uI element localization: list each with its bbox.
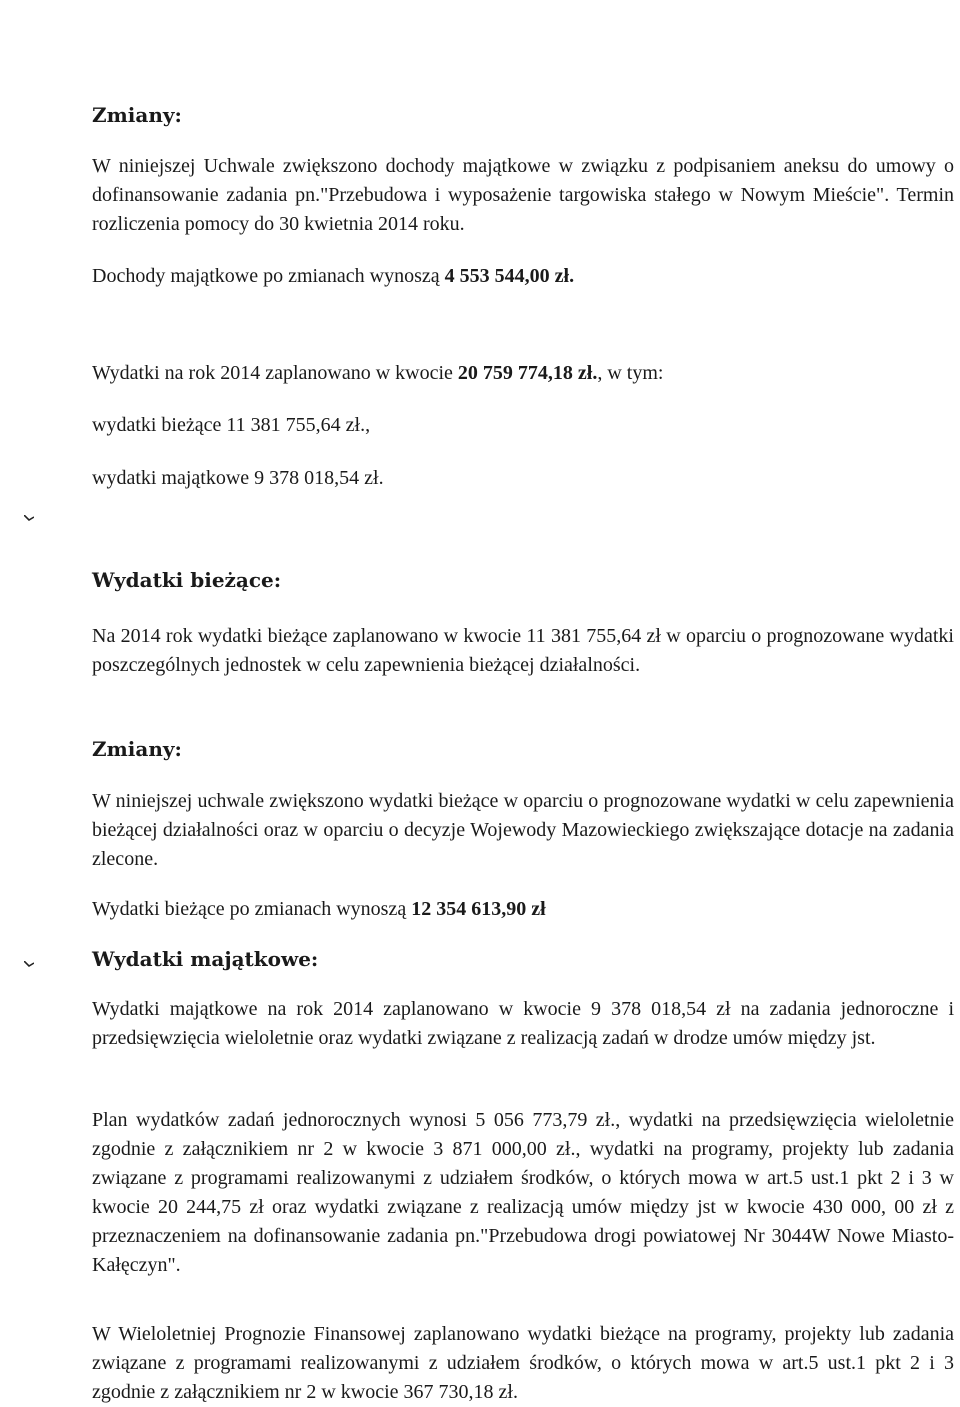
current-after-changes [92, 898, 546, 921]
current-after-label: Wydatki bieżące po zmianach wynoszą [92, 898, 412, 920]
paragraph-income-change: W niniejszej Uchwale zwiększono dochody majątkowe w związku z podpisaniem aneksu do umowy o dofinansowanie zadania pn."Przebudowa i wyposażenie targowiska stałego w Nowym Mieście". Termin rozliczenia pomocy do 30 kwietnia 2014 roku. [92, 155, 954, 235]
income-value: 4 553 544,00 zł. [444, 265, 575, 287]
paragraph-multiyear-forecast: W Wieloletniej Prognozie Finansowej zaplanowano wydatki bieżące na programy, projekty lub zadania związane z programami realizowanymi z udziałem środków, o których mowa w art.5 ust.1 pkt 2 i 3 zgodnie z załącznikiem nr 2 w kwocie 367 730,18 zł. [92, 1323, 954, 1403]
capital-expenses-line: wydatki majątkowe 9 378 018,54 zł. [92, 467, 384, 489]
income-label: Dochody majątkowe po zmianach wynoszą [92, 265, 445, 287]
income-after-changes [92, 265, 574, 288]
expenses-label: Wydatki na rok 2014 zaplanowano w kwocie [92, 362, 458, 384]
current-after-value: 12 354 613,90 zł [411, 898, 546, 920]
section-heading-changes: Zmiany: [92, 103, 182, 127]
section-heading-capital-expenses: Wydatki majątkowe: [92, 947, 319, 971]
expenses-total [92, 362, 663, 385]
scan-mark [24, 961, 34, 967]
paragraph-current-changes: W niniejszej uchwale zwiększono wydatki bieżące w oparciu o prognozowane wydatki w celu zapewnienia bieżącej działalności oraz w oparciu o decyzje Wojewody Mazowieckiego zwiększające dotacje na zadania zlecone. [92, 790, 954, 870]
expenses-value: 20 759 774,18 zł. [457, 362, 598, 384]
paragraph-capital-expenses: Wydatki majątkowe na rok 2014 zaplanowano w kwocie 9 378 018,54 zł na zadania jednoroczne i przedsięwzięcia wieloletnie oraz wydatki związane z realizacją zadań w drodze umów między jst. [92, 998, 954, 1049]
section-heading-current-expenses: Wydatki bieżące: [92, 568, 282, 592]
expenses-suffix: , w tym: [597, 362, 664, 384]
section-heading-changes-2: Zmiany: [92, 737, 182, 761]
paragraph-current-expenses: Na 2014 rok wydatki bieżące zaplanowano w kwocie 11 381 755,64 zł w oparciu o prognozowane wydatki poszczególnych jednostek w celu zapewnienia bieżącej działalności. [92, 625, 954, 676]
scan-mark [24, 515, 34, 521]
current-expenses-line: wydatki bieżące 11 381 755,64 zł., [92, 414, 371, 436]
paragraph-capital-plan: Plan wydatków zadań jednorocznych wynosi 5 056 773,79 zł., wydatki na przedsięwzięcia wieloletnie zgodnie z załącznikiem nr 2 w kwocie 3 871 000,00 zł., wydatki na programy, projekty lub zadania związane z programami realizowanymi z udziałem środków, o których mowa w art.5 ust.1 pkt 2 i 3 w kwocie 20 244,75 zł oraz wydatki związane z realizacją umów między jst w kwocie 430 000, 00 zł z przeznaczeniem na dofinansowanie zadania pn."Przebudowa drogi powiatowej Nr 3044W Nowe Miasto-Kałęczyn". [92, 1109, 954, 1276]
